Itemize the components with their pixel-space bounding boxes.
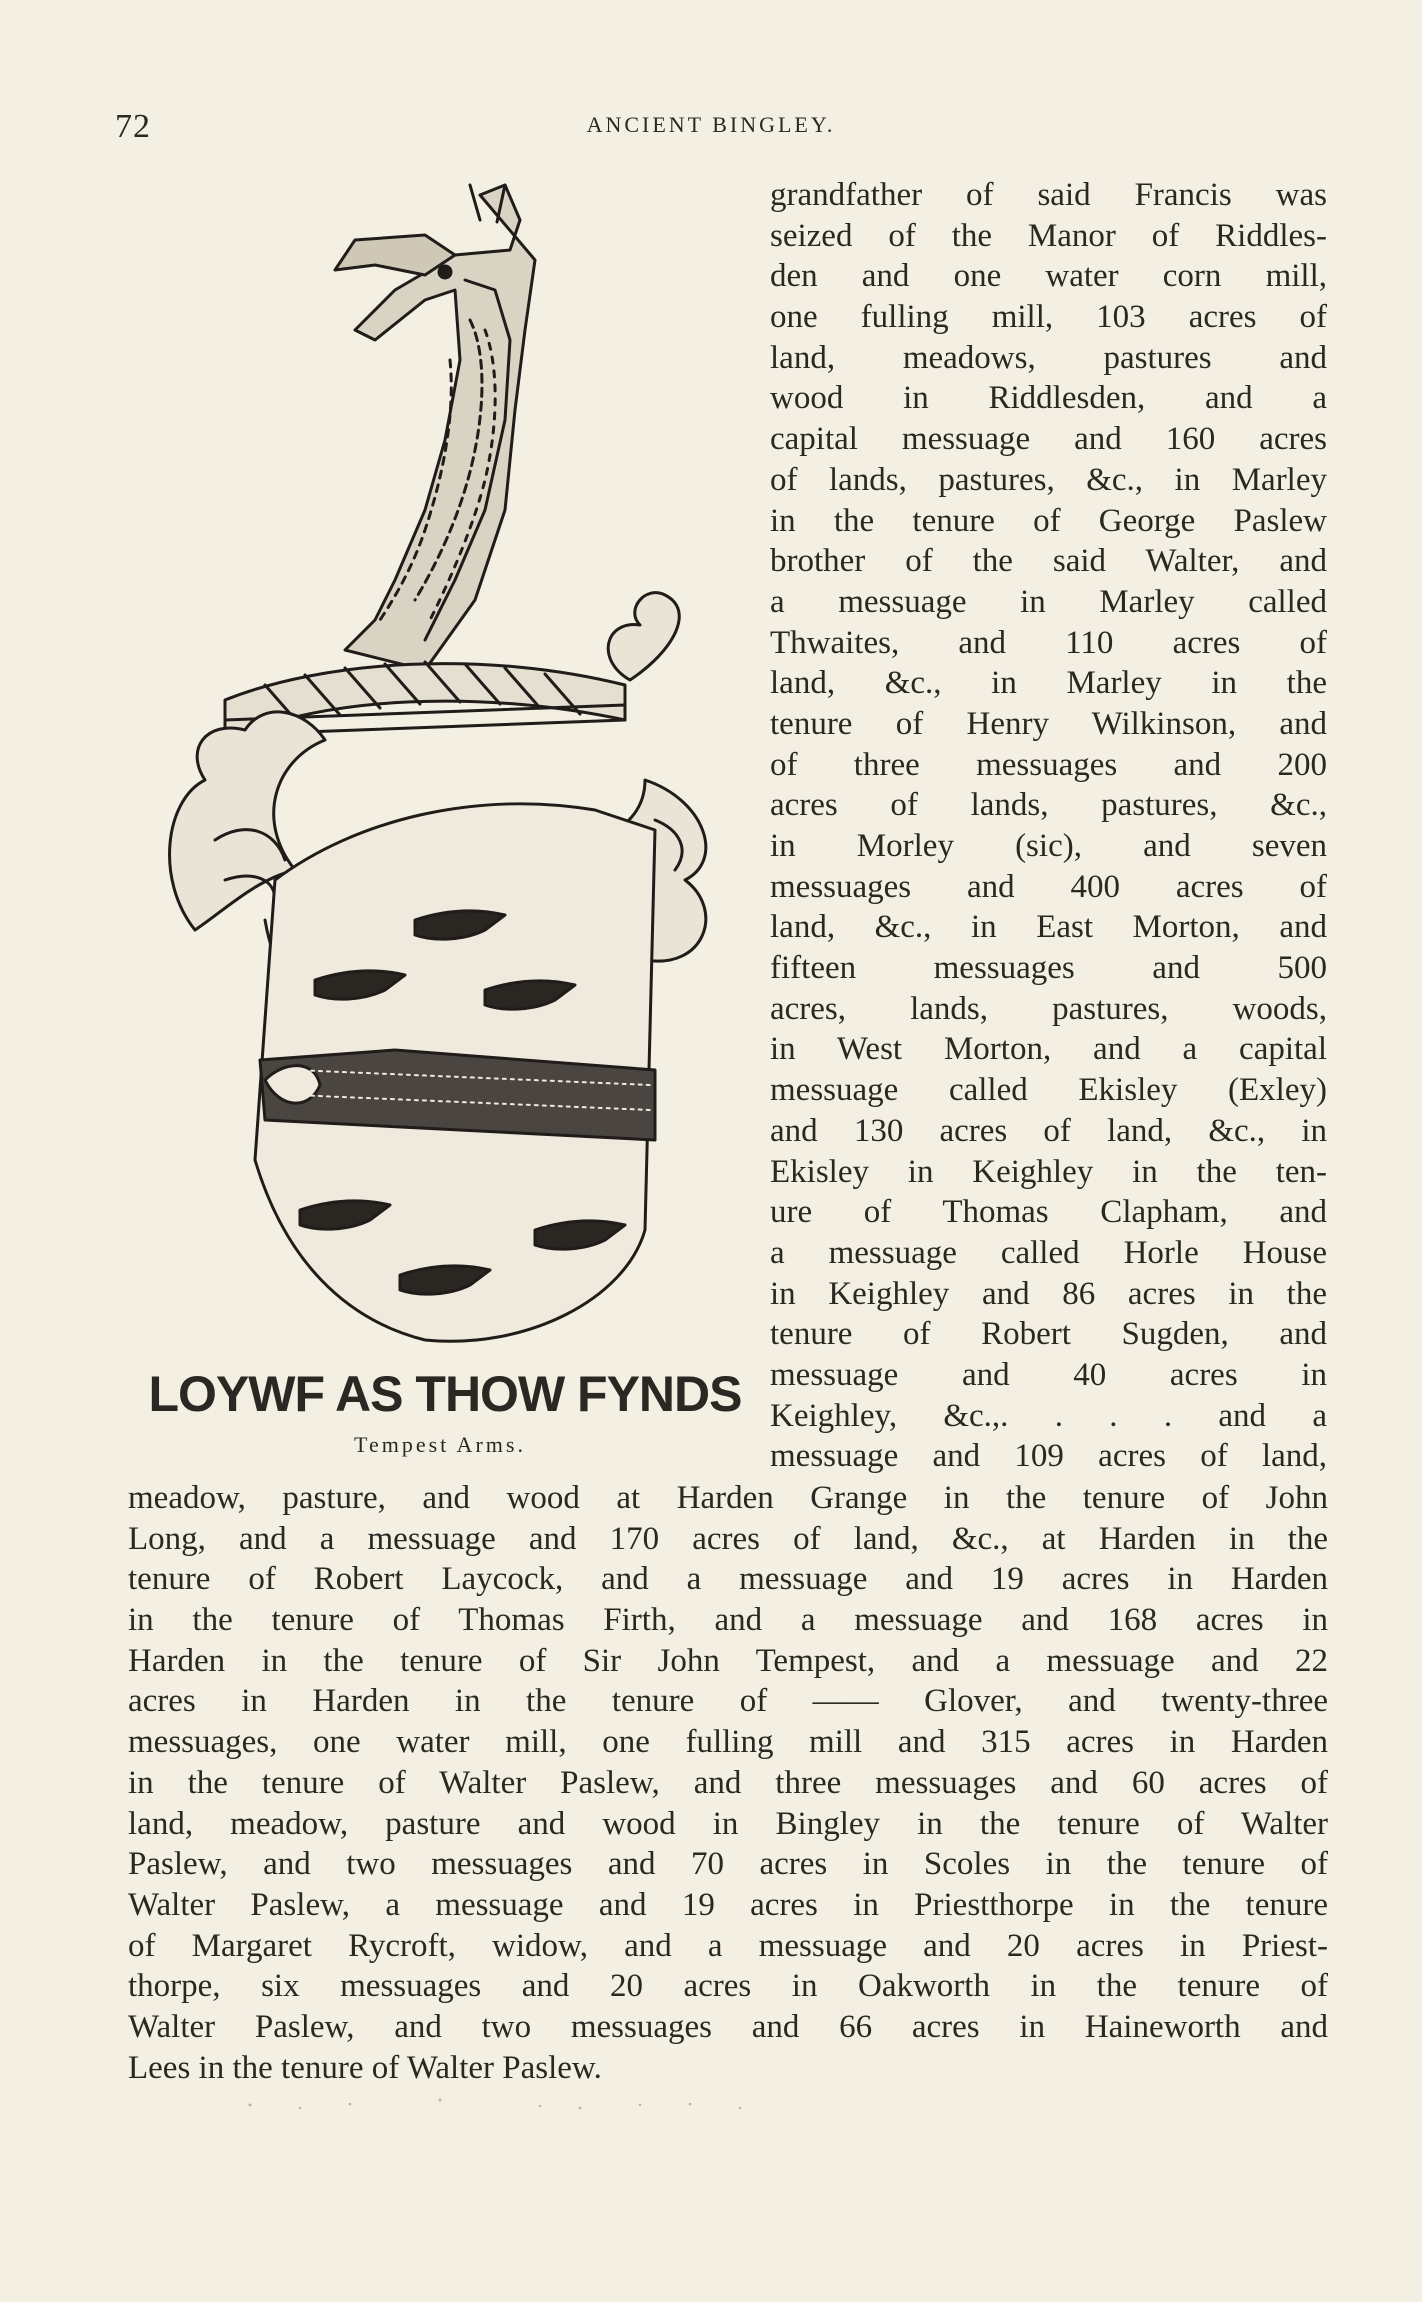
text-line: a messuage in Marley called	[770, 583, 1327, 620]
text-line: acres of lands, pastures, &c.,	[770, 787, 1327, 824]
text-line: brother of the said Walter, and	[770, 543, 1327, 580]
text-line: Keighley, &c.,. . . . and a	[770, 1397, 1327, 1434]
text-line: a messuage called Horle House	[770, 1234, 1327, 1271]
text-line: tenure of Henry Wilkinson, and	[770, 705, 1327, 742]
text-line: messuages, one water mill, one fulling mill and 315 acres in Harden	[128, 1724, 1328, 1761]
text-line: seized of the Manor of Riddles-	[770, 217, 1327, 254]
text-line: in West Morton, and a capital	[770, 1031, 1327, 1068]
text-line: tenure of Robert Laycock, and a messuage and 19 acres in Harden	[128, 1561, 1328, 1598]
text-line: messuage called Ekisley (Exley)	[770, 1072, 1327, 1109]
text-line: Lees in the tenure of Walter Paslew.	[128, 2049, 602, 2086]
text-line: fifteen messuages and 500	[770, 950, 1327, 987]
text-line: acres, lands, pastures, woods,	[770, 990, 1327, 1027]
paper-specks	[240, 2090, 760, 2120]
text-line: Walter Paslew, a messuage and 19 acres in Priestthorpe in the tenure	[128, 1886, 1328, 1923]
text-line: Long, and a messuage and 170 acres of land, &c., at Harden in the	[128, 1520, 1328, 1557]
page-number: 72	[115, 108, 151, 145]
text-line: land, meadows, pastures and	[770, 339, 1327, 376]
text-line: land, &c., in East Morton, and	[770, 909, 1327, 946]
text-line: Paslew, and two messuages and 70 acres in Scoles in the tenure of	[128, 1846, 1328, 1883]
text-line: in Keighley and 86 acres in the	[770, 1275, 1327, 1312]
text-line: of Margaret Rycroft, widow, and a messuage and 20 acres in Priest-	[128, 1927, 1328, 1964]
tempest-arms-illustration	[125, 180, 745, 1360]
text-line: in the tenure of Thomas Firth, and a messuage and 168 acres in	[128, 1602, 1328, 1639]
full-width-text	[128, 1478, 1328, 2088]
text-line: tenure of Robert Sugden, and	[770, 1316, 1327, 1353]
text-line: one fulling mill, 103 acres of	[770, 299, 1327, 336]
motto: LOYWF AS THOW FYNDS	[148, 1366, 742, 1422]
text-line: Ekisley in Keighley in the ten-	[770, 1153, 1327, 1190]
text-line: ure of Thomas Clapham, and	[770, 1194, 1327, 1231]
illustration-caption: Tempest Arms.	[354, 1432, 526, 1457]
heraldic-shield	[255, 804, 655, 1341]
text-line: Thwaites, and 110 acres of	[770, 624, 1327, 661]
text-line: and 130 acres of land, &c., in	[770, 1112, 1327, 1149]
running-head: ANCIENT BINGLEY.	[586, 112, 836, 137]
text-line: land, meadow, pasture and wood in Bingley in the tenure of Walter	[128, 1805, 1328, 1842]
text-line: capital messuage and 160 acres	[770, 421, 1327, 458]
text-line: of three messuages and 200	[770, 746, 1327, 783]
text-line: Harden in the tenure of Sir John Tempest, and a messuage and 22	[128, 1642, 1328, 1679]
text-line: in Morley (sic), and seven	[770, 828, 1327, 864]
text-line: wood in Riddlesden, and a	[770, 380, 1327, 417]
text-line: acres in Harden in the tenure of —— Glover, and twenty-three	[128, 1683, 1328, 1720]
text-line: in the tenure of Walter Paslew, and three messuages and 60 acres of	[128, 1764, 1328, 1801]
text-line: grandfather of said Francis was	[770, 177, 1327, 213]
text-line: meadow, pasture, and wood at Harden Grange in the tenure of John	[128, 1480, 1328, 1516]
text-line: messuage and 109 acres of land,	[770, 1438, 1327, 1475]
text-line: of lands, pastures, &c., in Marley	[770, 461, 1327, 498]
column-text	[770, 175, 1327, 1477]
griffin-crest	[335, 185, 535, 670]
text-line: in the tenure of George Paslew	[770, 502, 1327, 539]
text-line: den and one water corn mill,	[770, 258, 1327, 295]
text-line: thorpe, six messuages and 20 acres in Oakworth in the tenure of	[128, 1968, 1328, 2005]
text-line: messuages and 400 acres of	[770, 868, 1327, 905]
text-line: land, &c., in Marley in the	[770, 665, 1327, 702]
text-line: Walter Paslew, and two messuages and 66 acres in Haineworth and	[128, 2008, 1328, 2045]
text-line: messuage and 40 acres in	[770, 1356, 1327, 1393]
